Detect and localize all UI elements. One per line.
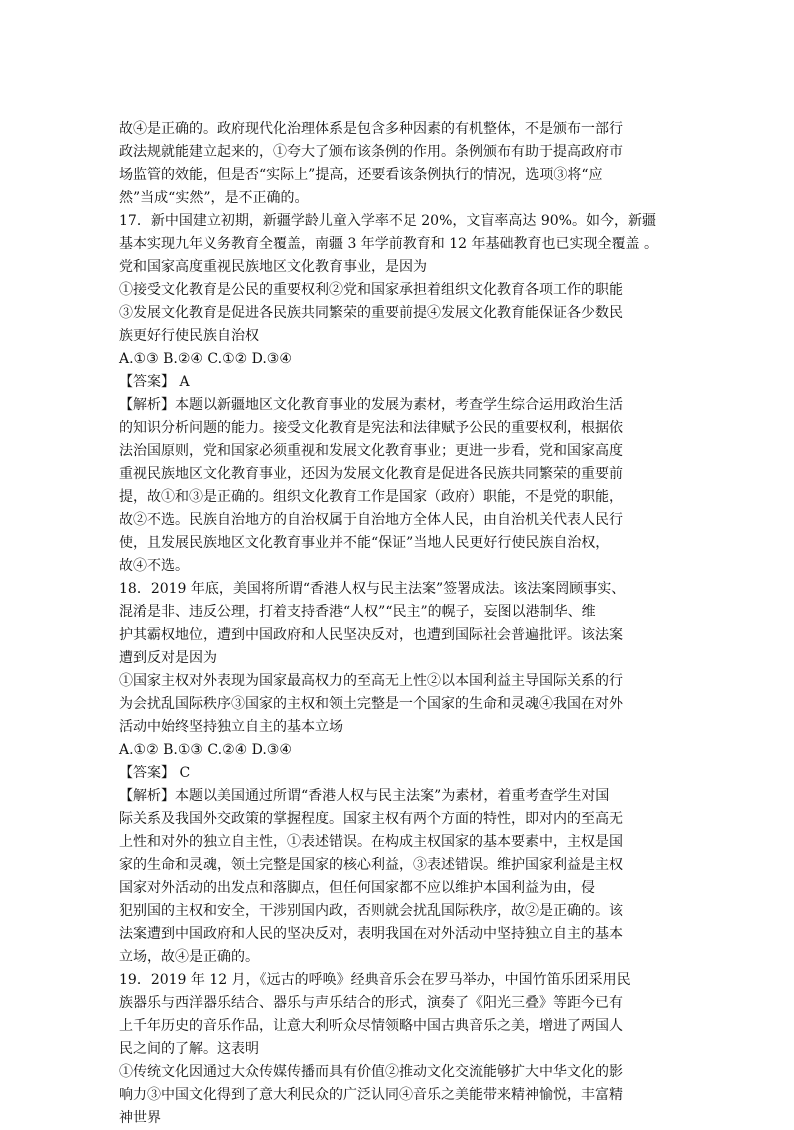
choices-line: A.①③ B.②④ C.①② D.③④ xyxy=(119,351,292,367)
option-line: 族更好行使民族自治权 xyxy=(119,328,259,344)
text-line: 混淆是非、违反公理，打着支持香港“人权”“民主”的幌子，妄图以港制华、维 xyxy=(119,604,596,620)
text-line: 国家对外活动的出发点和落脚点，但任何国家都不应以维护本国利益为由，侵 xyxy=(119,880,595,896)
text-line: 护其霸权地位，遭到中国政府和人民坚决反对，也遭到国际社会普遍批评。该法案 xyxy=(119,627,623,643)
analysis-line: 【解析】本题以新疆地区文化教育事业的发展为素材，考查学生综合运用政治生活 xyxy=(119,397,623,413)
option-line: 活动中始终坚持独立自主的基本立场 xyxy=(119,719,343,735)
text-line: 家的生命和灵魂，领土完整是国家的核心利益，③表述错误。维护国家利益是主权 xyxy=(119,857,623,873)
option-line: 为会扰乱国际秩序③国家的主权和领土完整是一个国家的生命和灵魂④我国在对外 xyxy=(119,696,623,712)
choices-line: A.①② B.①③ C.②④ D.③④ xyxy=(119,742,292,758)
question-17-line: 17．新中国建立初期，新疆学龄儿童入学率不足 20%，文盲率高达 90%。如今，新疆 xyxy=(119,213,656,229)
text-line: 际关系及我国外交政策的掌握程度。国家主权有两个方面的特性，即对内的至高无 xyxy=(119,811,623,827)
text-line: 民之间的了解。这表明 xyxy=(119,1041,259,1057)
text-line: 族器乐与西洋器乐结合、器乐与声乐结合的形式，演奏了《阳光三叠》等距今已有 xyxy=(119,995,623,1011)
text-line: 基本实现九年义务教育全覆盖，南疆 3 年学前教育和 12 年基础教育也已实现全覆盖 。 xyxy=(119,236,658,252)
question-19-line: 19．2019 年 12 月，《远古的呼唤》经典音乐会在罗马举办，中国竹笛乐团采用民 xyxy=(119,972,631,988)
document-body xyxy=(119,118,679,1130)
question-18-line: 18．2019 年底，美国将所谓“香港人权与民主法案”签署成法。该法案罔顾事实、 xyxy=(119,581,626,597)
text-line: 上千年历史的音乐作品，让意大利听众尽情领略中国古典音乐之美，增进了两国人 xyxy=(119,1018,623,1034)
text-line: 故②不选。民族自治地方的自治权属于自治地方全体人民，由自治机关代表人民行 xyxy=(119,512,623,528)
option-line: 神世界 xyxy=(119,1110,161,1126)
text-line: 犯别国的主权和安全，干涉别国内政，否则就会扰乱国际秩序，故②是正确的。该 xyxy=(119,903,623,919)
text-line: 立场，故④是正确的。 xyxy=(119,949,259,965)
option-line: 响力③中国文化得到了意大利民众的广泛认同④音乐之美能带来精神愉悦，丰富精 xyxy=(119,1087,623,1103)
answer-line: 【答案】 C xyxy=(119,765,191,781)
text-line: 政法规就能建立起来的，①夸大了颁布该条例的作用。条例颁布有助于提高政府市 xyxy=(119,144,623,160)
text-line: 然”当成“实然”，是不正确的。 xyxy=(119,190,309,206)
option-line: ①传统文化因通过大众传媒传播而具有价值②推动文化交流能够扩大中华文化的影 xyxy=(119,1064,623,1080)
text-line: 党和国家高度重视民族地区文化教育事业，是因为 xyxy=(119,259,427,275)
answer-line: 【答案】 A xyxy=(119,374,190,390)
text-line: 故④不选。 xyxy=(119,558,189,574)
text-line: 使，且发展民族地区文化教育事业并不能“保证”当地人民更好行使民族自治权， xyxy=(119,535,610,551)
text-line: 的知识分析问题的能力。接受文化教育是宪法和法律赋予公民的重要权利，根据依 xyxy=(119,420,623,436)
text-line: 法治国原则，党和国家必须重视和发展文化教育事业；更进一步看，党和国家高度 xyxy=(119,443,623,459)
text-line: 提，故①和③是正确的。组织文化教育工作是国家（政府）职能，不是党的职能， xyxy=(119,489,623,505)
text-line: 法案遭到中国政府和人民的坚决反对，表明我国在对外活动中坚持独立自主的基本 xyxy=(119,926,623,942)
text-line: 遭到反对是因为 xyxy=(119,650,217,666)
option-line: ③发展文化教育是促进各民族共同繁荣的重要前提④发展文化教育能保证各少数民 xyxy=(119,305,623,321)
analysis-line: 【解析】本题以美国通过所谓“香港人权与民主法案”为素材，着重考查学生对国 xyxy=(119,788,610,804)
text-line: 故④是正确的。政府现代化治理体系是包含多种因素的有机整体，不是颁布一部行 xyxy=(119,121,623,137)
option-line: ①国家主权对外表现为国家最高权力的至高无上性②以本国利益主导国际关系的行 xyxy=(119,673,623,689)
text-line: 场监管的效能，但是否“实际上”提高，还要看该条例执行的情况，选项③将“应 xyxy=(119,167,603,183)
option-line: ①接受文化教育是公民的重要权利②党和国家承担着组织文化教育各项工作的职能 xyxy=(119,282,623,298)
text-line: 重视民族地区文化教育事业，还因为发展文化教育是促进各民族共同繁荣的重要前 xyxy=(119,466,623,482)
text-line: 上性和对外的独立自主性，①表述错误。在构成主权国家的基本要素中，主权是国 xyxy=(119,834,623,850)
